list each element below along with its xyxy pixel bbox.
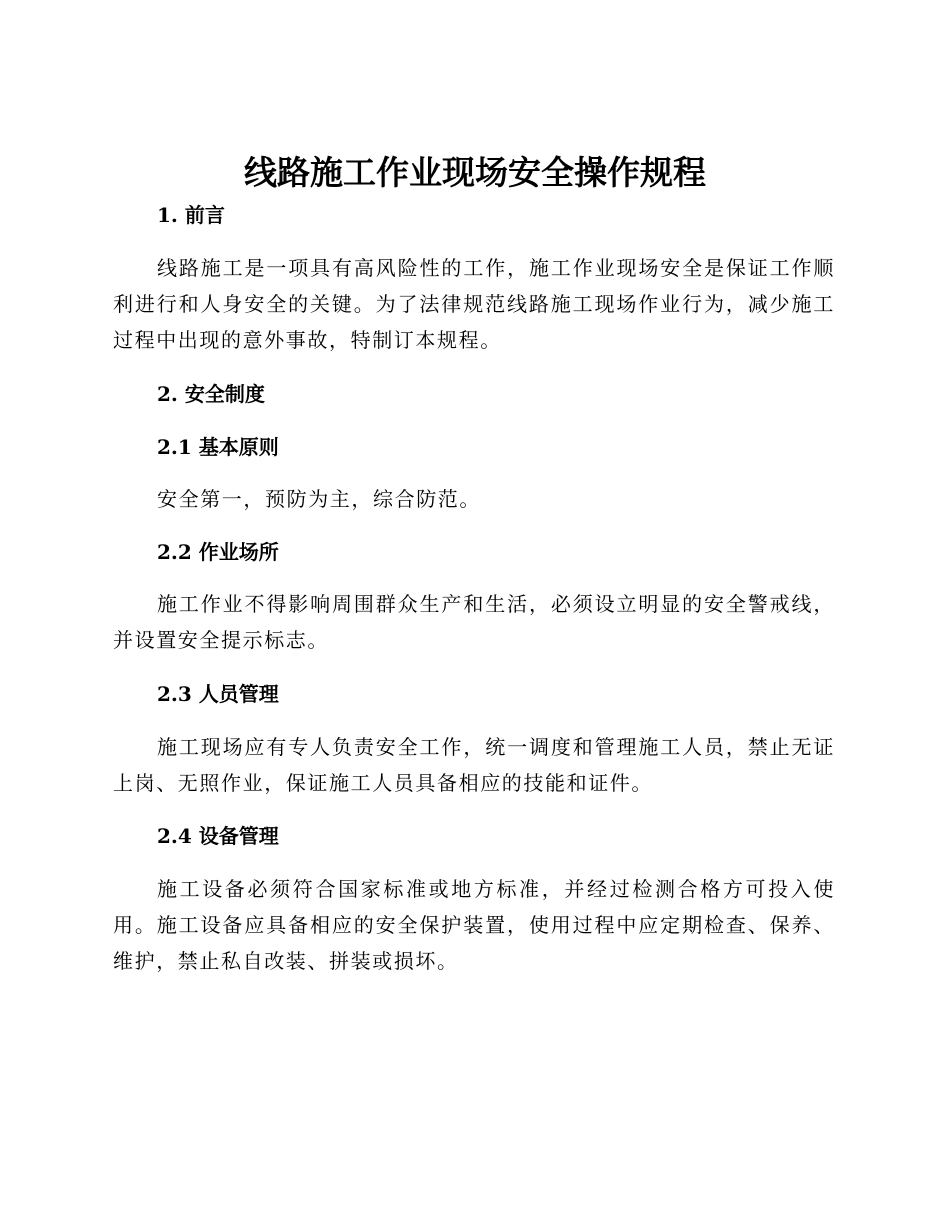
section-heading-preface: 1. 前言 <box>157 203 225 227</box>
section-heading-work-site: 2.2 作业场所 <box>157 540 279 564</box>
document-title: 线路施工作业现场安全操作规程 <box>244 153 706 192</box>
section-body-work-site: 施工作业不得影响周围群众生产和生活，必须设立明显的安全警戒线，并设置安全提示标志。 <box>113 592 835 652</box>
section-heading-personnel-management: 2.3 人员管理 <box>157 682 279 706</box>
section-body-preface: 线路施工是一项具有高风险性的工作，施工作业现场安全是保证工作顺利进行和人身安全的关键。为了法律规范线路施工现场作业行为，减少施工过程中出现的意外事故，特制订本规程。 <box>113 256 835 352</box>
section-body-equipment-management: 施工设备必须符合国家标准或地方标准，并经过检测合格方可投入使用。施工设备应具备相应的安全保护装置，使用过程中应定期检查、保养、维护，禁止私自改装、拼装或损坏。 <box>113 877 835 973</box>
section-body-basic-principles: 安全第一，预防为主，综合防范。 <box>157 487 481 511</box>
section-heading-basic-principles: 2.1 基本原则 <box>157 435 279 459</box>
section-body-personnel-management: 施工现场应有专人负责安全工作，统一调度和管理施工人员，禁止无证上岗、无照作业，保证施工人员具备相应的技能和证件。 <box>113 735 835 795</box>
section-heading-equipment-management: 2.4 设备管理 <box>157 824 279 848</box>
section-heading-safety-system: 2. 安全制度 <box>157 382 265 406</box>
